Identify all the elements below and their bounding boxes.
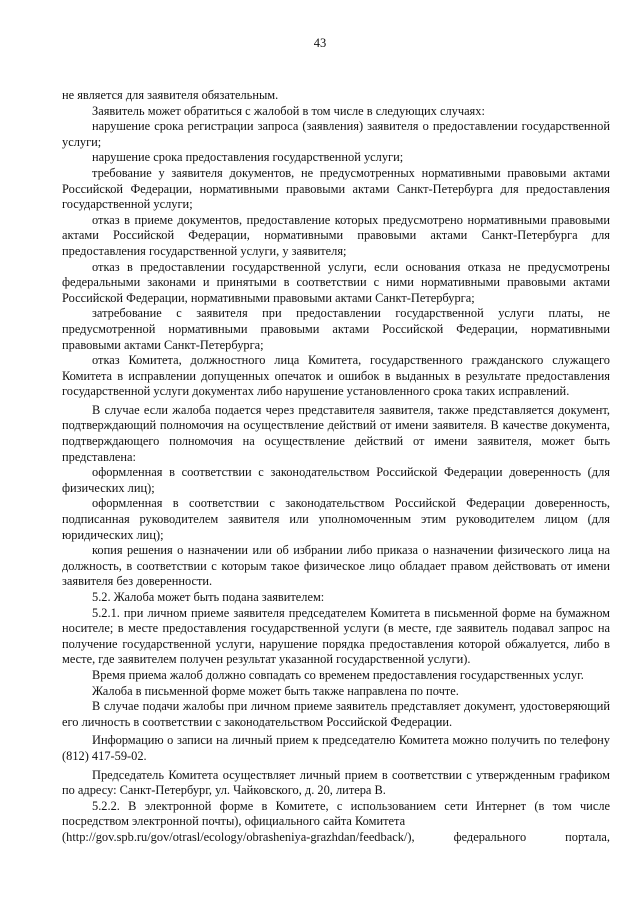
paragraph-identity-document: В случае подачи жалобы при личном приеме заявитель представляет документ, удостоверяющий его личность в соответствии с законодательством Российской Федерации.: [62, 699, 610, 729]
page-number: 43: [313, 36, 327, 50]
paragraph-feedback-url-line: (http://gov.spb.ru/gov/otrasl/ecology/obrasheniya-grazhdan/feedback/), федерального портала,: [62, 829, 610, 844]
paragraph-case-correction-refusal: отказ Комитета, должностного лица Комитета, государственного гражданского служащего Комитета в исправлении допущенных опечаток и ошибок в выданных в результате предоставления государственной услуги документах либо нарушение установленного срока таких исправлений.: [62, 353, 610, 399]
paragraph-case-fee-demand: затребование с заявителя при предоставлении государственной услуги платы, не предусмотренной нормативными правовыми актами Российской Федерации, нормативными правовыми актами Санкт-Петербурга;: [62, 306, 610, 352]
paragraph-case-refusal-service: отказ в предоставлении государственной услуги, если основания отказа не предусмотрены федеральными законами и принятыми в соответствии с ними нормативными правовыми актами Российской Федерации, нормативными правовыми актами Санкт-Петербурга;: [62, 259, 610, 305]
paragraph-appointment-decision: копия решения о назначении или об избрании либо приказа о назначении физического лица на должность, в соответствии с которым такое физическое лицо обладает правом действовать от имени заявителя без доверенности.: [62, 543, 610, 589]
paragraph-case-service-delay: нарушение срока предоставления государственной услуги;: [92, 150, 404, 165]
section-heading-5-2: 5.2. Жалоба может быть подана заявителем:: [92, 590, 325, 604]
paragraph-continuation: не является для заявителя обязательным.: [62, 88, 279, 102]
paragraph-5-2-2: 5.2.2. В электронной форме в Комитете, с использованием сети Интернет (в том числе посредством электронной почты), официального сайта Комитета: [62, 798, 610, 829]
paragraph-power-of-attorney-individual: оформленная в соответствии с законодательством Российской Федерации доверенность (для физических лиц);: [62, 465, 610, 495]
paragraph-representative: В случае если жалоба подается через представителя заявителя, также представляется документ, подтверждающий полномочия на осуществление действий от имени заявителя. В качестве документа, подтверждающего полномочия на осуществление действий от имени заявителя, может быть представлена:: [62, 402, 610, 464]
paragraph-case-extra-documents: требование у заявителя документов, не предусмотренных нормативными правовыми актами Российской Федерации, нормативными правовыми актами Санкт-Петербурга для предоставления государственной услуги;: [62, 165, 610, 212]
paragraph-case-refusal-accept: отказ в приеме документов, предоставление которых предусмотрено нормативными правовыми актами Российской Федерации, нормативными правовыми актами Санкт-Петербурга для предоставления государственной услуги, у заявителя;: [62, 212, 610, 258]
document-body: [62, 88, 610, 846]
paragraph-complaint-cases-intro: Заявитель может обратиться с жалобой в том числе в следующих случаях:: [92, 103, 485, 118]
paragraph-power-of-attorney-legal: оформленная в соответствии с законодательством Российской Федерации доверенность, подписанная руководителем заявителя или уполномоченным этим руководителем лицом (для юридических лиц);: [62, 496, 610, 542]
paragraph-phone-info: Информацию о записи на личный прием к председателю Комитета можно получить по телефону (812) 417-59-02.: [62, 733, 610, 763]
paragraph-case-registration-delay: нарушение срока регистрации запроса (заявления) заявителя о предоставлении государственной услуги;: [62, 119, 610, 149]
paragraph-chairman-reception: Председатель Комитета осуществляет личный прием в соответствии с утвержденным графиком по адресу: Санкт-Петербург, ул. Чайковского, д. 20, литера В.: [62, 767, 610, 798]
paragraph-mail-submission: Жалоба в письменной форме может быть также направлена по почте.: [92, 683, 459, 698]
paragraph-5-2-1: 5.2.1. при личном приеме заявителя председателем Комитета в письменной форме на бумажном носителе; в месте предоставления государственной услуги (в месте, где заявитель подавал запрос на получение государственной услуги, нарушение порядка предоставления которой обжалуется, либо в месте, где заявителем получен результат указанной государственной услуги).: [62, 605, 610, 667]
paragraph-reception-time: Время приема жалоб должно совпадать со временем предоставления государственных услуг.: [92, 667, 584, 682]
